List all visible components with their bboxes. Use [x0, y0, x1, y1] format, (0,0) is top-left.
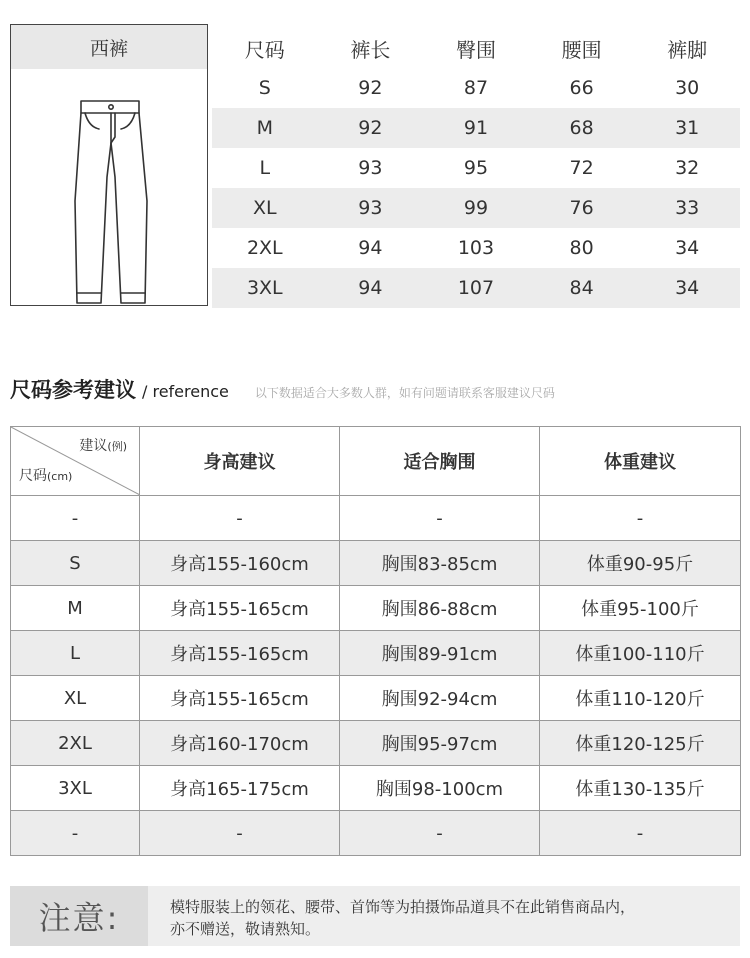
- chest-cell: 胸围95-97cm: [340, 721, 540, 766]
- product-label: 西裤: [11, 25, 207, 69]
- height-cell: 身高155-165cm: [140, 676, 340, 721]
- value-cell: 99: [463, 197, 489, 219]
- chest-cell: 胸围83-85cm: [340, 541, 540, 586]
- value-cell: 94: [358, 237, 383, 259]
- header-cell: 裤长: [350, 37, 391, 62]
- value-cell: 30: [675, 77, 700, 99]
- table-row: [11, 766, 741, 811]
- table-row: [11, 631, 741, 676]
- value-cell: 92: [358, 117, 383, 139]
- weight-cell: 体重100-110斤: [540, 631, 741, 676]
- weight-cell: -: [540, 496, 741, 541]
- table-row: [11, 496, 741, 541]
- size-table-header: [212, 28, 740, 68]
- header-cell: 适合胸围: [340, 427, 540, 496]
- size-cell: M: [256, 117, 273, 139]
- reference-note: 以下数据适合大多数人群，如有问题请联系客服建议尺码: [254, 386, 555, 400]
- header-cell: 身高建议: [140, 427, 340, 496]
- reference-heading: [10, 374, 555, 404]
- value-cell: 91: [463, 117, 489, 139]
- notice-line: 模特服装上的领花、腰带、首饰等为拍摄饰品道具不在此销售商品内，: [170, 898, 636, 916]
- chest-cell: 胸围86-88cm: [340, 586, 540, 631]
- value-cell: 76: [569, 197, 594, 219]
- chest-cell: 胸围92-94cm: [340, 676, 540, 721]
- table-row: [212, 148, 740, 188]
- table-row: [212, 268, 740, 308]
- chest-cell: -: [340, 496, 540, 541]
- notice-line: 亦不赠送，敬请熟知。: [170, 920, 321, 938]
- value-cell: 95: [463, 157, 489, 179]
- corner-header-cell: [11, 427, 140, 496]
- weight-cell: 体重120-125斤: [540, 721, 741, 766]
- table-row: [11, 586, 741, 631]
- header-cell: 体重建议: [540, 427, 741, 496]
- value-cell: 103: [457, 237, 495, 259]
- chest-cell: 胸围98-100cm: [340, 766, 540, 811]
- weight-cell: 体重130-135斤: [540, 766, 741, 811]
- height-cell: -: [140, 811, 340, 856]
- size-cell: 3XL: [11, 766, 140, 811]
- size-cell: 2XL: [11, 721, 140, 766]
- size-cell: S: [11, 541, 140, 586]
- table-row: [212, 108, 740, 148]
- weight-cell: 体重90-95斤: [540, 541, 741, 586]
- height-cell: 身高160-170cm: [140, 721, 340, 766]
- reference-table: [10, 426, 741, 856]
- corner-top-label: 建议(例): [79, 438, 127, 454]
- value-cell: 84: [569, 277, 594, 299]
- table-row: [212, 68, 740, 108]
- value-cell: 34: [675, 237, 700, 259]
- header-cell: 臀围: [455, 37, 496, 62]
- height-cell: 身高155-165cm: [140, 586, 340, 631]
- corner-bottom-label: 尺码(cm): [19, 468, 73, 484]
- header-cell: 裤脚: [667, 37, 708, 62]
- value-cell: 93: [358, 197, 383, 219]
- header-cell: 腰围: [561, 37, 602, 62]
- size-cell: 2XL: [246, 237, 283, 259]
- weight-cell: 体重95-100斤: [540, 586, 741, 631]
- size-cell: S: [258, 77, 271, 99]
- notice-box: [10, 886, 740, 946]
- table-row: [11, 541, 741, 586]
- value-cell: 80: [569, 237, 594, 259]
- table-row: [212, 228, 740, 268]
- table-row: [11, 676, 741, 721]
- value-cell: 33: [675, 197, 700, 219]
- size-chart: [0, 0, 750, 320]
- reference-title: 尺码参考建议: [10, 378, 136, 402]
- size-cell: XL: [11, 676, 140, 721]
- value-cell: 66: [569, 77, 594, 99]
- table-row: [11, 811, 741, 856]
- pants-illustration-box: [10, 24, 208, 306]
- value-cell: 93: [358, 157, 383, 179]
- value-cell: 32: [675, 157, 700, 179]
- height-cell: 身高155-165cm: [140, 631, 340, 676]
- size-cell: M: [11, 586, 140, 631]
- weight-cell: -: [540, 811, 741, 856]
- notice-text: [170, 896, 730, 940]
- chest-cell: 胸围89-91cm: [340, 631, 540, 676]
- value-cell: 87: [463, 77, 489, 99]
- value-cell: 92: [358, 77, 383, 99]
- size-cell: -: [11, 496, 140, 541]
- height-cell: 身高155-160cm: [140, 541, 340, 586]
- size-cell: XL: [252, 197, 277, 219]
- notice-label: 注意:: [10, 886, 148, 946]
- reference-subtitle: / reference: [142, 382, 229, 401]
- header-cell: 尺码: [244, 37, 285, 62]
- value-cell: 72: [569, 157, 594, 179]
- value-cell: 68: [569, 117, 594, 139]
- value-cell: 31: [675, 117, 700, 139]
- table-row: [11, 721, 741, 766]
- table-row: [212, 188, 740, 228]
- weight-cell: 体重110-120斤: [540, 676, 741, 721]
- value-cell: 107: [457, 277, 495, 299]
- height-cell: 身高165-175cm: [140, 766, 340, 811]
- value-cell: 94: [358, 277, 383, 299]
- size-cell: 3XL: [246, 277, 283, 299]
- chest-cell: -: [340, 811, 540, 856]
- size-cell: L: [259, 157, 271, 179]
- trousers-icon: [71, 97, 151, 311]
- reference-table-header: [11, 427, 741, 496]
- height-cell: -: [140, 496, 340, 541]
- size-cell: L: [11, 631, 140, 676]
- size-table: [212, 28, 740, 308]
- size-cell: -: [11, 811, 140, 856]
- value-cell: 34: [675, 277, 700, 299]
